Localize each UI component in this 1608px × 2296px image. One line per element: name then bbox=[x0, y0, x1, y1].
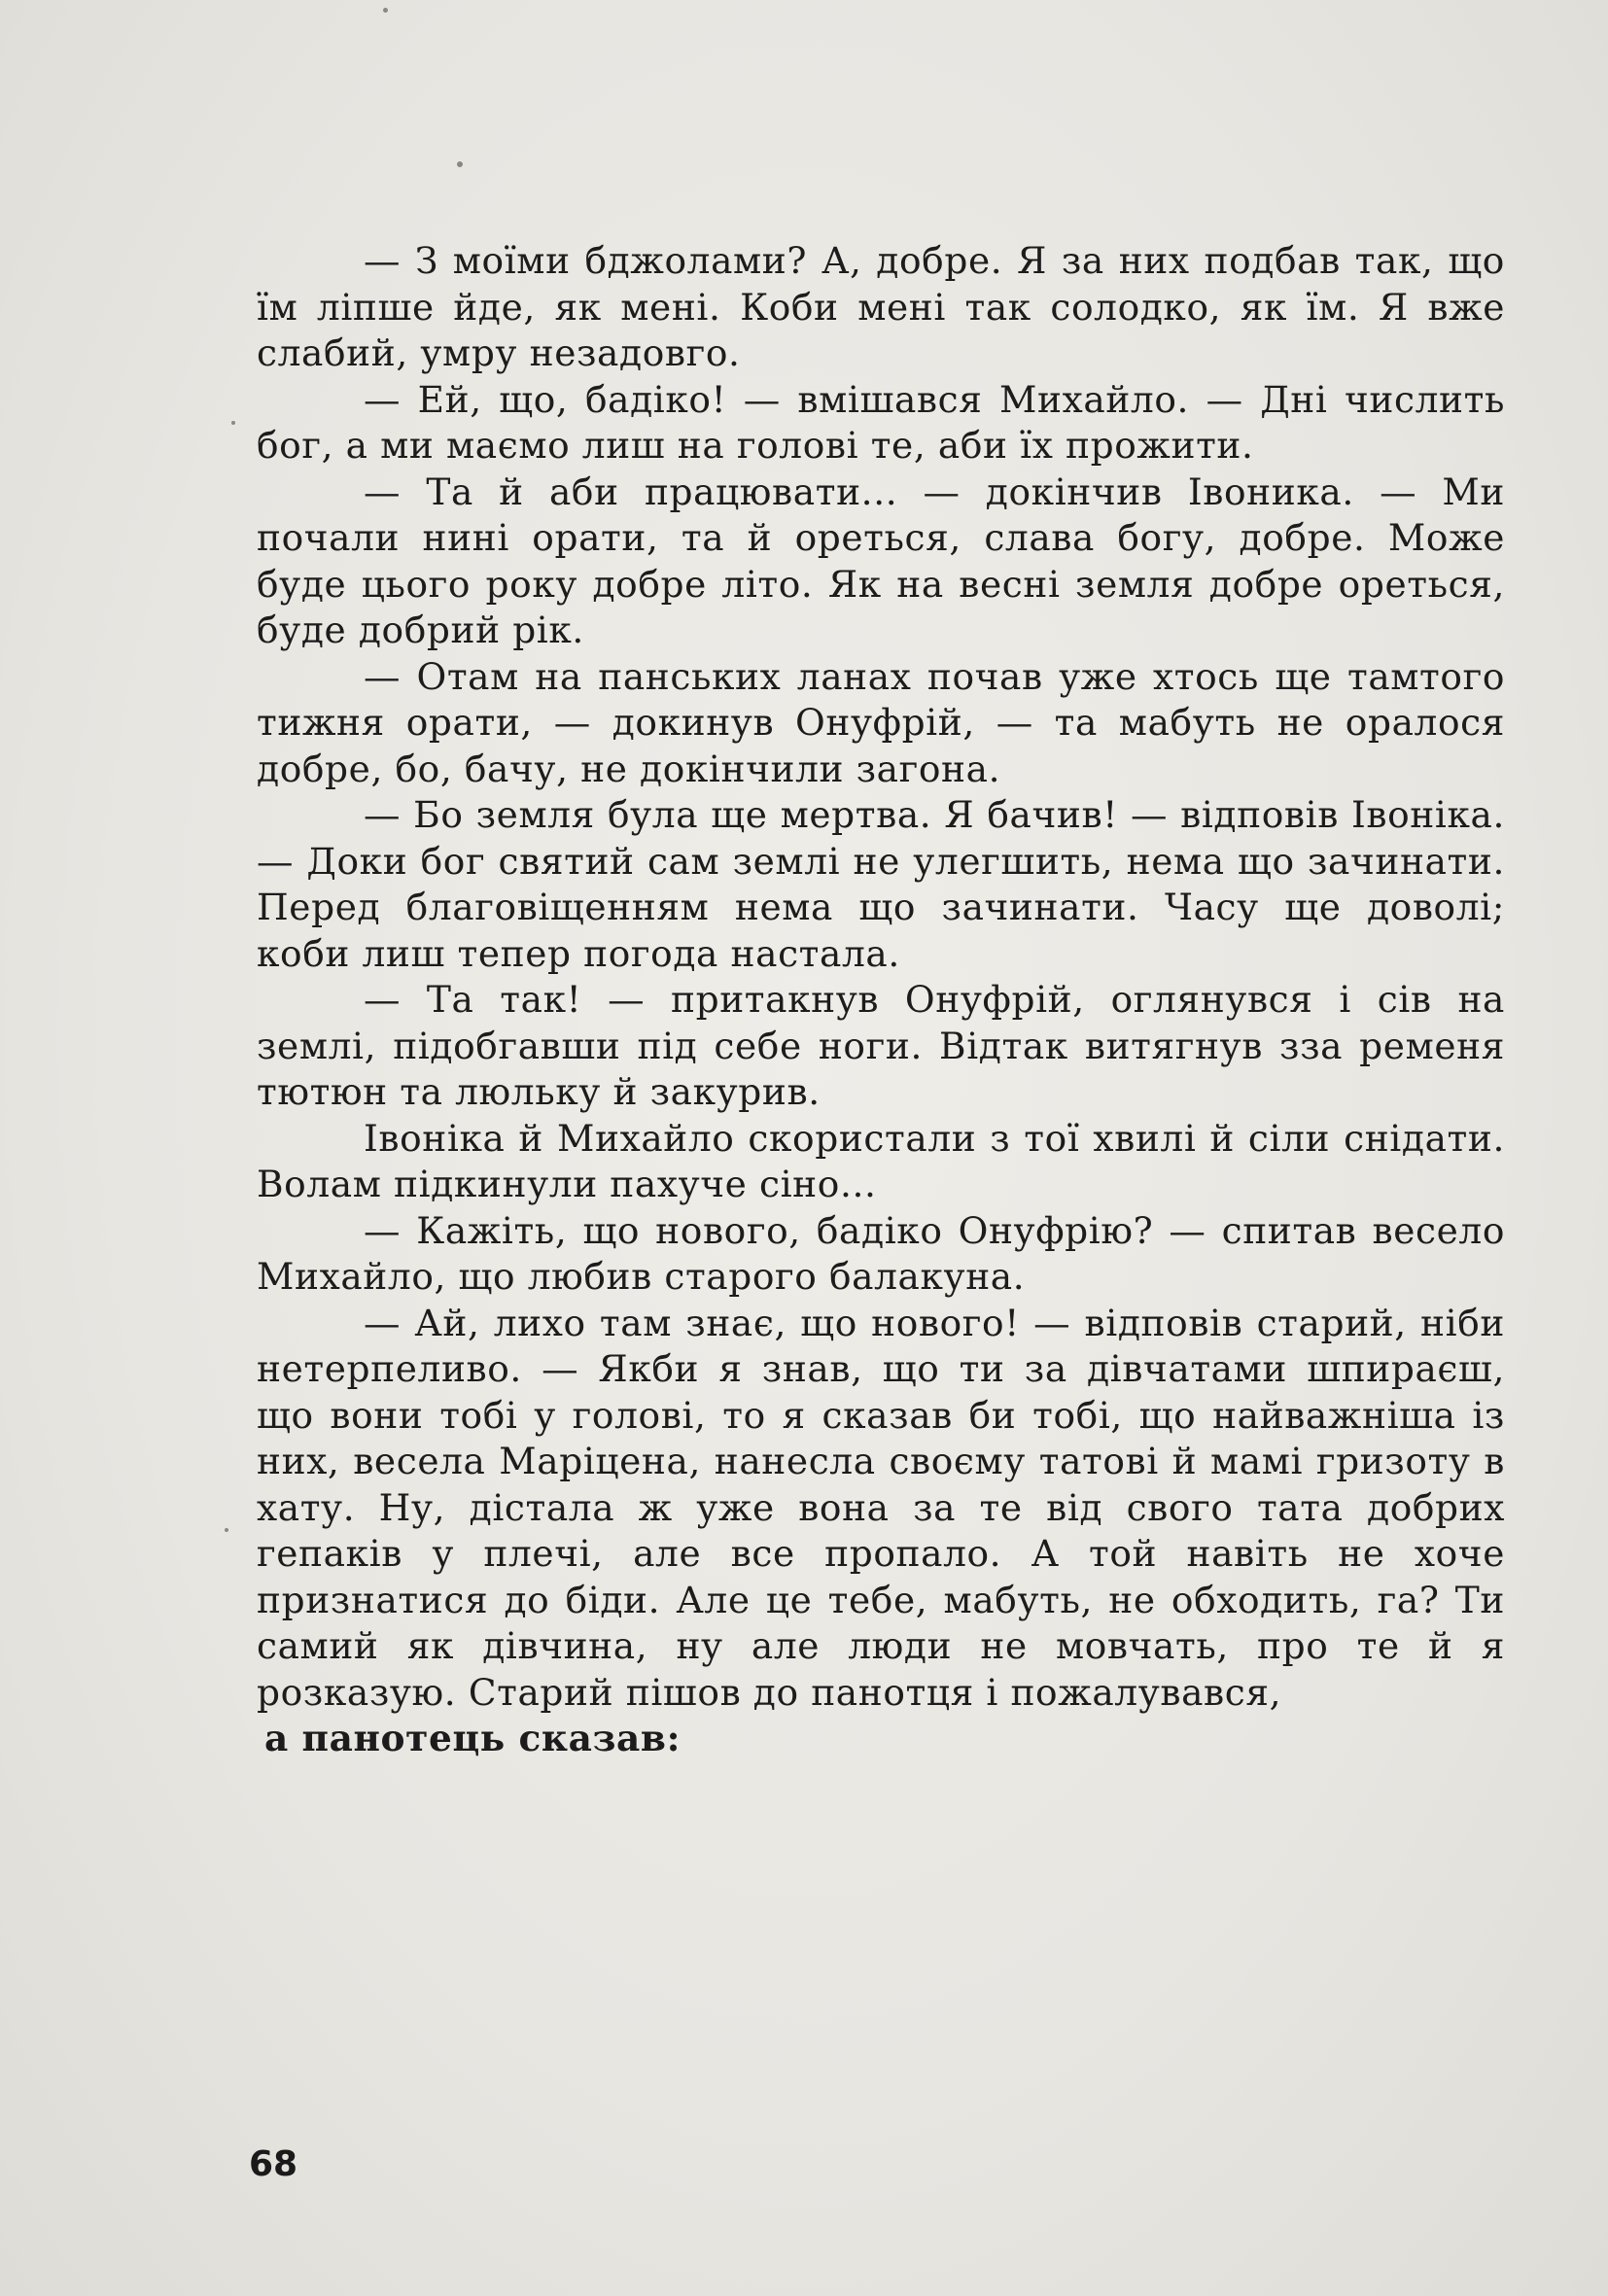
paper-speck bbox=[225, 1528, 228, 1532]
paragraph: — Отам на панських ланах почав уже хтось ще тамтого тижня орати, — докинув Онуфрій, — та мабуть не оралося добре, бо, бачу, не докінчили загона. bbox=[257, 654, 1505, 790]
paragraph: Івоніка й Михайло скористали з тої хвилі й сіли снідати. Волам підкинули пахуче сіно... bbox=[257, 1116, 1505, 1205]
paragraph: — Ей, що, бадіко! — вмішався Михайло. — Дні числить бог, а ми маємо лиш на голові те, аби їх прожити. bbox=[257, 377, 1505, 467]
paragraph: — Ай, лихо там знає, що нового! — відповів старий, ніби нетерпеливо. — Якби я знав, що ти за дівчатами шпираєш, що вони тобі у голові, то я сказав би тобі, що найважніша із них, весела Маріцена, нанесла своєму татові й мамі гризоту в хату. Ну, дістала ж уже вона за те від свого тата добрих гепаків у плечі, але все пропало. А той навіть не хоче признатися до біди. Але це тебе, мабуть, не обходить, га? Ти самий як дівчина, ну але люди не мовчать, про те й я розказую. Старий пішов до панотця і пожалувався, bbox=[257, 1301, 1505, 1714]
page-number: 68 bbox=[249, 2144, 298, 2184]
body-text bbox=[257, 238, 1505, 1762]
paper-speck bbox=[383, 8, 388, 13]
paragraph: — Та так! — притакнув Онуфрій, оглянувся і сів на землі, підобгавши під себе ноги. Відтак витягнув зза ременя тютюн та люльку й закурив. bbox=[257, 978, 1505, 1113]
paper-speck bbox=[231, 421, 235, 425]
paragraph: — Кажіть, що нового, бадіко Онуфрію? — спитав весело Михайло, що любив старого балакуна. bbox=[257, 1208, 1505, 1298]
paper-speck bbox=[457, 161, 463, 167]
paragraph: — Та й аби працювати... — докінчив Івоника. — Ми почали нині орати, та й ореться, слава богу, добре. Може буде цього року добре літо. Як на весні земля добре ореться, буде добрий рік. bbox=[257, 470, 1505, 651]
paragraph: — Бо земля була ще мертва. Я бачив! — відповів Івоніка. — Доки бог святий сам землі не улегшить, нема що зачинати. Перед благовіщенням нема що зачинати. Часу ще доволі; коби лиш тепер погода настала. bbox=[257, 793, 1505, 975]
paragraph-last-line: а панотець сказав: bbox=[264, 1717, 682, 1759]
paragraph: — З моїми бджолами? А, добре. Я за них подбав так, що їм ліпше йде, як мені. Коби мені так солодко, як їм. Я вже слабий, умру незадовго. bbox=[257, 239, 1505, 374]
